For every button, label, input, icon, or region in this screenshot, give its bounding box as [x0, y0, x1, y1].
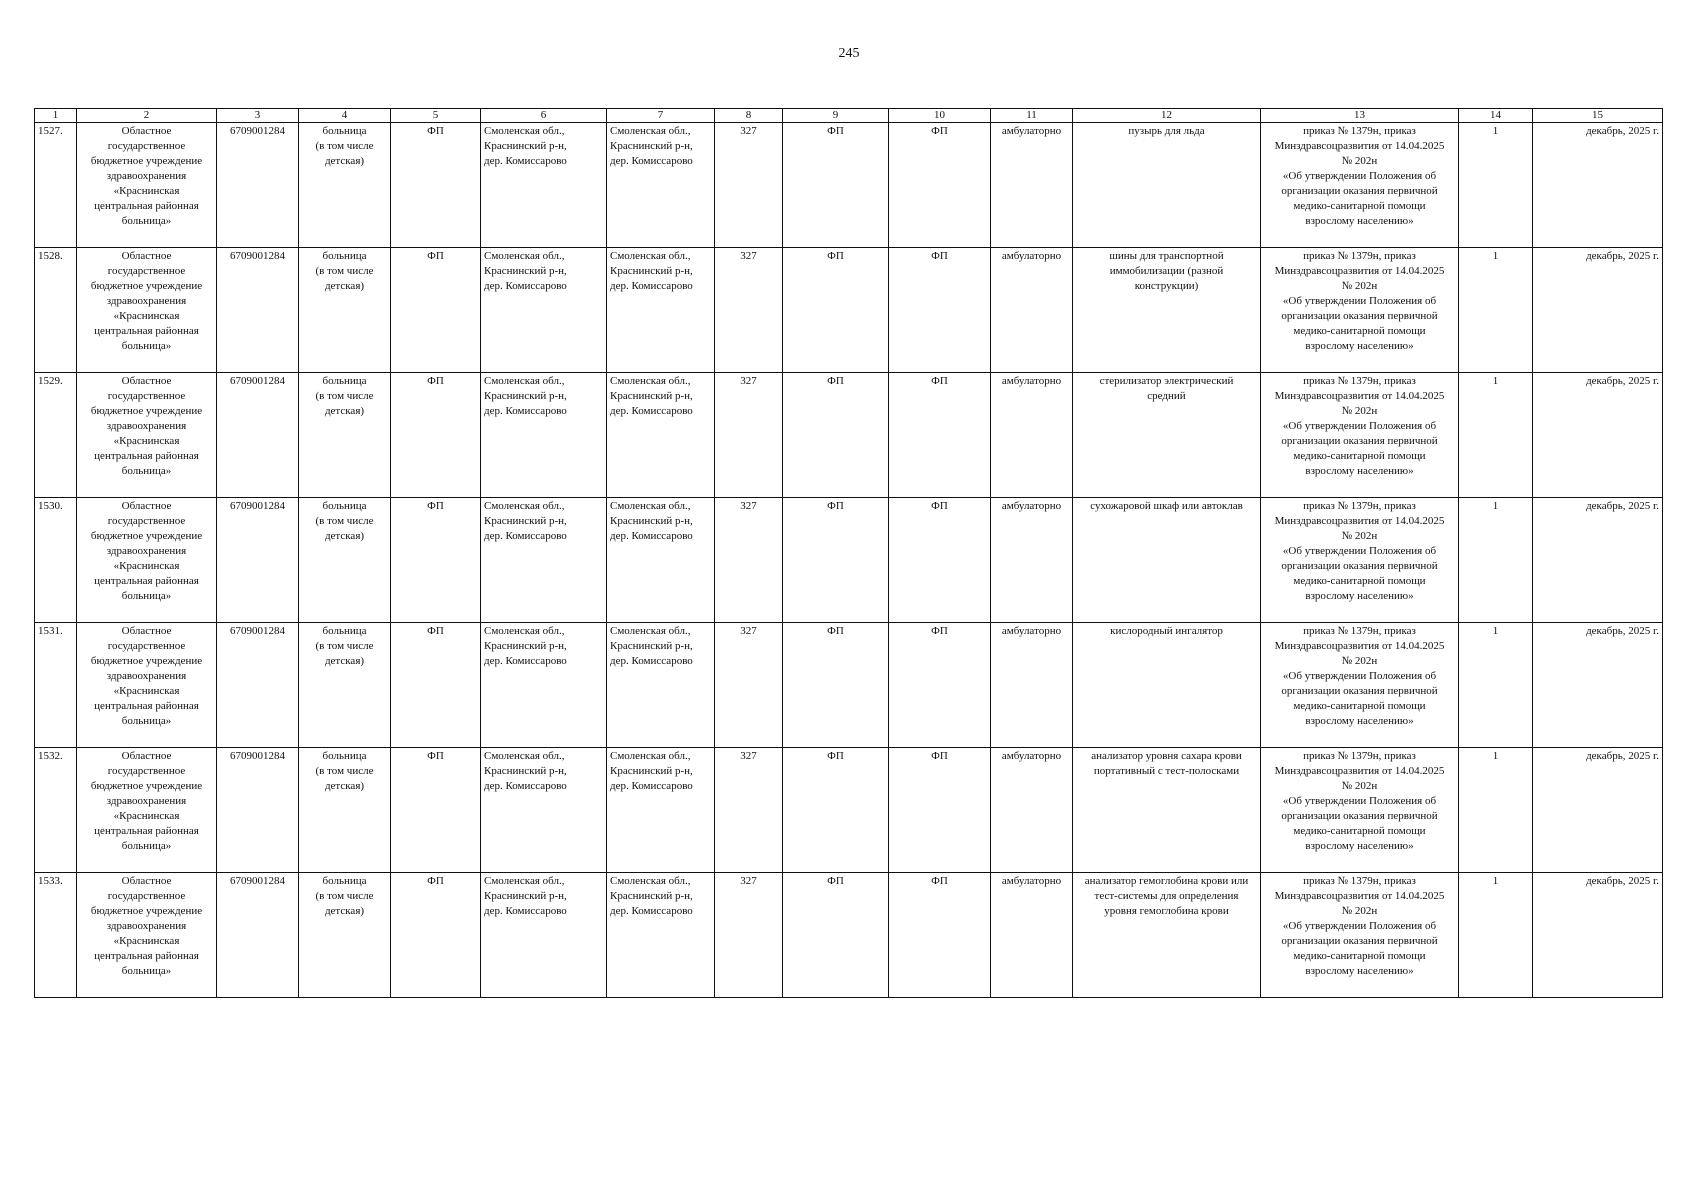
unit-type-cell: ФП [783, 873, 889, 998]
inn-cell: 6709001284 [217, 498, 299, 623]
row-number-cell: 1531. [35, 623, 77, 748]
quantity-cell: 1 [1459, 748, 1533, 873]
unit-type-alt-cell: ФП [889, 248, 991, 373]
table-body [35, 123, 1663, 998]
unit-type-alt-cell: ФП [889, 123, 991, 248]
address-cell: Смоленская обл., Краснинский р-н, дер. Комиссарово [481, 373, 607, 498]
unit-type-alt-cell: ФП [889, 623, 991, 748]
column-header-13: 13 [1261, 109, 1459, 123]
address-cell: Смоленская обл., Краснинский р-н, дер. Комиссарово [481, 248, 607, 373]
deadline-cell: декабрь, 2025 г. [1533, 373, 1663, 498]
code-cell: 327 [715, 498, 783, 623]
deadline-cell: декабрь, 2025 г. [1533, 248, 1663, 373]
address-cell: Смоленская обл., Краснинский р-н, дер. Комиссарово [481, 748, 607, 873]
row-number-cell: 1530. [35, 498, 77, 623]
legal-basis-cell: приказ № 1379н, приказ Минздравсоцразвития от 14.04.2025 № 202н «Об утверждении Положения об организации оказания первичной медико-санитарной помощи взрослому населению» [1261, 873, 1459, 998]
deadline-cell: декабрь, 2025 г. [1533, 123, 1663, 248]
unit-cell: ФП [391, 748, 481, 873]
column-header-10: 10 [889, 109, 991, 123]
row-number-cell: 1527. [35, 123, 77, 248]
inn-cell: 6709001284 [217, 873, 299, 998]
unit-cell: ФП [391, 373, 481, 498]
organization-cell: Областное государственное бюджетное учреждение здравоохранения «Краснинская центральная районная больница» [77, 373, 217, 498]
unit-cell: ФП [391, 623, 481, 748]
equipment-cell: анализатор гемоглобина крови или тест-системы для определения уровня гемоглобина крови [1073, 873, 1261, 998]
column-header-15: 15 [1533, 109, 1663, 123]
unit-type-alt-cell: ФП [889, 373, 991, 498]
care-mode-cell: амбулаторно [991, 623, 1073, 748]
care-mode-cell: амбулаторно [991, 123, 1073, 248]
deadline-cell: декабрь, 2025 г. [1533, 748, 1663, 873]
care-mode-cell: амбулаторно [991, 248, 1073, 373]
deadline-cell: декабрь, 2025 г. [1533, 623, 1663, 748]
inn-cell: 6709001284 [217, 373, 299, 498]
column-header-12: 12 [1073, 109, 1261, 123]
equipment-cell: шины для транспортной иммобилизации (разной конструкции) [1073, 248, 1261, 373]
code-cell: 327 [715, 748, 783, 873]
equipment-cell: кислородный ингалятор [1073, 623, 1261, 748]
unit-type-cell: ФП [783, 498, 889, 623]
unit-cell: ФП [391, 498, 481, 623]
address-actual-cell: Смоленская обл., Краснинский р-н, дер. Комиссарово [607, 873, 715, 998]
equipment-cell: сухожаровой шкаф или автоклав [1073, 498, 1261, 623]
equipment-cell: пузырь для льда [1073, 123, 1261, 248]
organization-cell: Областное государственное бюджетное учреждение здравоохранения «Краснинская центральная районная больница» [77, 873, 217, 998]
care-mode-cell: амбулаторно [991, 873, 1073, 998]
code-cell: 327 [715, 373, 783, 498]
table-row [35, 373, 1663, 498]
table-row [35, 873, 1663, 998]
unit-cell: ФП [391, 873, 481, 998]
code-cell: 327 [715, 623, 783, 748]
deadline-cell: декабрь, 2025 г. [1533, 873, 1663, 998]
organization-cell: Областное государственное бюджетное учреждение здравоохранения «Краснинская центральная районная больница» [77, 498, 217, 623]
facility-type-cell: больница (в том числе детская) [299, 873, 391, 998]
unit-type-cell: ФП [783, 748, 889, 873]
address-cell: Смоленская обл., Краснинский р-н, дер. Комиссарово [481, 498, 607, 623]
unit-type-cell: ФП [783, 623, 889, 748]
quantity-cell: 1 [1459, 373, 1533, 498]
organization-cell: Областное государственное бюджетное учреждение здравоохранения «Краснинская центральная районная больница» [77, 123, 217, 248]
facility-type-cell: больница (в том числе детская) [299, 123, 391, 248]
quantity-cell: 1 [1459, 873, 1533, 998]
page-number: 245 [838, 46, 860, 61]
table-row [35, 248, 1663, 373]
organization-cell: Областное государственное бюджетное учреждение здравоохранения «Краснинская центральная районная больница» [77, 623, 217, 748]
equipment-cell: стерилизатор электрический средний [1073, 373, 1261, 498]
deadline-cell: декабрь, 2025 г. [1533, 498, 1663, 623]
row-number-cell: 1532. [35, 748, 77, 873]
column-number-row [35, 109, 1663, 123]
column-header-8: 8 [715, 109, 783, 123]
legal-basis-cell: приказ № 1379н, приказ Минздравсоцразвития от 14.04.2025 № 202н «Об утверждении Положения об организации оказания первичной медико-санитарной помощи взрослому населению» [1261, 123, 1459, 248]
address-actual-cell: Смоленская обл., Краснинский р-н, дер. Комиссарово [607, 623, 715, 748]
address-cell: Смоленская обл., Краснинский р-н, дер. Комиссарово [481, 123, 607, 248]
unit-cell: ФП [391, 123, 481, 248]
code-cell: 327 [715, 248, 783, 373]
code-cell: 327 [715, 123, 783, 248]
unit-type-alt-cell: ФП [889, 748, 991, 873]
table-row [35, 623, 1663, 748]
organization-cell: Областное государственное бюджетное учреждение здравоохранения «Краснинская центральная районная больница» [77, 248, 217, 373]
care-mode-cell: амбулаторно [991, 498, 1073, 623]
unit-type-cell: ФП [783, 248, 889, 373]
address-cell: Смоленская обл., Краснинский р-н, дер. Комиссарово [481, 623, 607, 748]
column-header-11: 11 [991, 109, 1073, 123]
unit-cell: ФП [391, 248, 481, 373]
row-number-cell: 1528. [35, 248, 77, 373]
legal-basis-cell: приказ № 1379н, приказ Минздравсоцразвития от 14.04.2025 № 202н «Об утверждении Положения об организации оказания первичной медико-санитарной помощи взрослому населению» [1261, 748, 1459, 873]
facility-type-cell: больница (в том числе детская) [299, 623, 391, 748]
column-header-14: 14 [1459, 109, 1533, 123]
facility-type-cell: больница (в том числе детская) [299, 498, 391, 623]
address-actual-cell: Смоленская обл., Краснинский р-н, дер. Комиссарово [607, 248, 715, 373]
registry-table [34, 108, 1663, 998]
facility-type-cell: больница (в том числе детская) [299, 248, 391, 373]
column-header-4: 4 [299, 109, 391, 123]
equipment-cell: анализатор уровня сахара крови портативный с тест-полосками [1073, 748, 1261, 873]
quantity-cell: 1 [1459, 123, 1533, 248]
legal-basis-cell: приказ № 1379н, приказ Минздравсоцразвития от 14.04.2025 № 202н «Об утверждении Положения об организации оказания первичной медико-санитарной помощи взрослому населению» [1261, 498, 1459, 623]
facility-type-cell: больница (в том числе детская) [299, 373, 391, 498]
address-actual-cell: Смоленская обл., Краснинский р-н, дер. Комиссарово [607, 498, 715, 623]
row-number-cell: 1533. [35, 873, 77, 998]
legal-basis-cell: приказ № 1379н, приказ Минздравсоцразвития от 14.04.2025 № 202н «Об утверждении Положения об организации оказания первичной медико-санитарной помощи взрослому населению» [1261, 373, 1459, 498]
unit-type-cell: ФП [783, 123, 889, 248]
address-actual-cell: Смоленская обл., Краснинский р-н, дер. Комиссарово [607, 748, 715, 873]
inn-cell: 6709001284 [217, 623, 299, 748]
care-mode-cell: амбулаторно [991, 373, 1073, 498]
quantity-cell: 1 [1459, 498, 1533, 623]
column-header-3: 3 [217, 109, 299, 123]
column-header-7: 7 [607, 109, 715, 123]
address-actual-cell: Смоленская обл., Краснинский р-н, дер. Комиссарово [607, 373, 715, 498]
quantity-cell: 1 [1459, 623, 1533, 748]
organization-cell: Областное государственное бюджетное учреждение здравоохранения «Краснинская центральная районная больница» [77, 748, 217, 873]
column-header-2: 2 [77, 109, 217, 123]
row-number-cell: 1529. [35, 373, 77, 498]
inn-cell: 6709001284 [217, 248, 299, 373]
care-mode-cell: амбулаторно [991, 748, 1073, 873]
address-actual-cell: Смоленская обл., Краснинский р-н, дер. Комиссарово [607, 123, 715, 248]
quantity-cell: 1 [1459, 248, 1533, 373]
column-header-9: 9 [783, 109, 889, 123]
unit-type-alt-cell: ФП [889, 873, 991, 998]
facility-type-cell: больница (в том числе детская) [299, 748, 391, 873]
column-header-5: 5 [391, 109, 481, 123]
code-cell: 327 [715, 873, 783, 998]
inn-cell: 6709001284 [217, 123, 299, 248]
unit-type-alt-cell: ФП [889, 498, 991, 623]
table-row [35, 498, 1663, 623]
address-cell: Смоленская обл., Краснинский р-н, дер. Комиссарово [481, 873, 607, 998]
legal-basis-cell: приказ № 1379н, приказ Минздравсоцразвития от 14.04.2025 № 202н «Об утверждении Положения об организации оказания первичной медико-санитарной помощи взрослому населению» [1261, 248, 1459, 373]
table-row [35, 748, 1663, 873]
unit-type-cell: ФП [783, 373, 889, 498]
inn-cell: 6709001284 [217, 748, 299, 873]
column-header-1: 1 [35, 109, 77, 123]
table-row [35, 123, 1663, 248]
legal-basis-cell: приказ № 1379н, приказ Минздравсоцразвития от 14.04.2025 № 202н «Об утверждении Положения об организации оказания первичной медико-санитарной помощи взрослому населению» [1261, 623, 1459, 748]
column-header-6: 6 [481, 109, 607, 123]
